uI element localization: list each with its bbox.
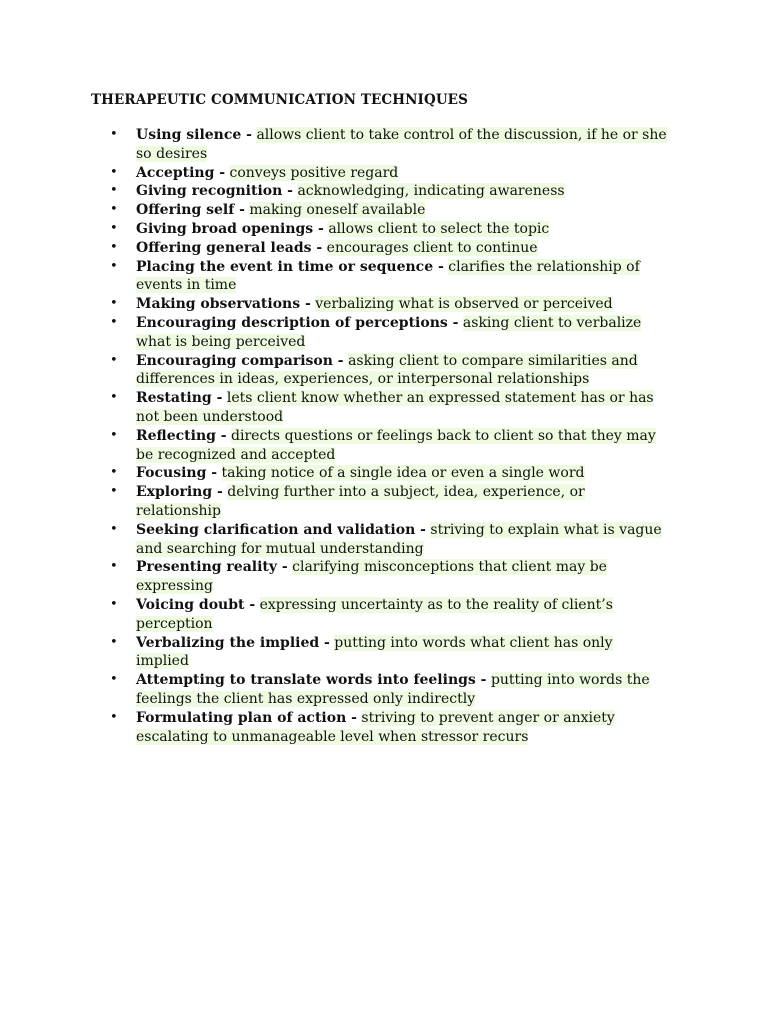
list-item [108,182,668,201]
technique-term: Giving broad openings - [136,220,324,237]
technique-term: Presenting reality - [136,559,288,576]
technique-term: Seeking clarification and validation - [136,521,426,538]
page-title: THERAPEUTIC COMMUNICATION TECHNIQUES [91,92,468,108]
bullet: • [110,164,118,180]
list-item [108,239,668,258]
technique-description: delving further into a subject, idea, experience, or relationship [136,484,585,519]
list-item [108,126,668,164]
technique-description: directs questions or feelings back to client so that they may be recognized and accepted [136,427,656,463]
technique-description: striving to explain what is vague and searching for mutual understanding [136,521,662,557]
technique-term: Giving recognition - [136,183,293,200]
technique-term: Offering self - [136,202,245,219]
bullet: • [110,202,118,218]
technique-term: Verbalizing the implied - [136,634,330,651]
bullet: • [110,634,118,650]
technique-term: Placing the event in time or sequence - [136,258,444,275]
list-item [108,258,668,296]
list-item [108,201,668,220]
list-item [108,671,668,709]
technique-term: Formulating plan of action - [136,709,357,726]
bullet: • [110,559,118,575]
technique-description: verbalizing what is observed or perceived [315,296,613,313]
technique-description: striving to prevent anger or anxiety escalating to unmanageable level when stressor recurs [136,709,615,745]
technique-description: taking notice of a single idea or even a single word [221,465,585,482]
technique-term: Encouraging description of perceptions - [136,314,459,331]
technique-description: expressing uncertainty as to the reality of client’s perception [136,596,613,632]
technique-description: asking client to compare similarities and differences in ideas, experiences, or interpersonal relationships [136,352,638,388]
list-item [108,352,668,390]
list-item [108,314,668,352]
bullet: • [110,183,118,199]
technique-term: Using silence - [136,127,252,143]
technique-description: clarifies the relationship of events in time [136,258,640,294]
bullet: • [110,352,118,368]
list-item [108,295,668,314]
technique-term: Making observations - [136,296,311,313]
list-item [108,483,668,521]
list-item [108,596,668,634]
bullet: • [110,427,118,443]
bullet: • [110,220,118,236]
technique-description: allows client to take control of the discussion, if he or she so desires [136,127,667,162]
technique-description: allows client to select the topic [328,220,550,237]
list-item [108,389,668,427]
technique-term: Offering general leads - [136,239,323,256]
bullet: • [110,709,118,725]
technique-term: Reflecting - [136,427,227,444]
list-item [108,558,668,596]
technique-term: Encouraging comparison - [136,352,344,369]
list-item [108,427,668,465]
technique-description: acknowledging, indicating awareness [297,183,565,200]
technique-description: encourages client to continue [326,239,538,256]
technique-description: conveys positive regard [229,164,399,181]
technique-term: Attempting to translate words into feelings - [136,672,487,689]
technique-description: clarifying misconceptions that client may be expressing [136,559,607,595]
bullet: • [110,296,118,312]
list-item [108,164,668,183]
bullet: • [110,484,118,500]
bullet: • [110,596,118,612]
list-item [108,709,668,747]
technique-list [108,126,668,746]
technique-description: asking client to verbalize what is being perceived [136,314,642,350]
bullet: • [110,465,118,481]
technique-description: putting into words what client has only implied [136,634,613,670]
bullet: • [110,390,118,406]
technique-term: Voicing doubt - [136,596,256,613]
bullet: • [110,521,118,537]
list-item [108,464,668,483]
technique-description: making oneself available [249,202,426,219]
bullet: • [110,127,118,142]
technique-term: Exploring - [136,484,223,501]
list-item [108,220,668,239]
technique-term: Restating - [136,390,223,407]
technique-term: Focusing - [136,465,218,482]
list-item [108,521,668,559]
bullet: • [110,672,118,688]
bullet: • [110,239,118,255]
technique-term: Accepting - [136,164,226,181]
technique-description: lets client know whether an expressed statement has or has not been understood [136,390,654,425]
technique-description: putting into words the feelings the client has expressed only indirectly [136,672,650,707]
list-item [108,634,668,672]
bullet: • [110,258,118,274]
bullet: • [110,314,118,330]
